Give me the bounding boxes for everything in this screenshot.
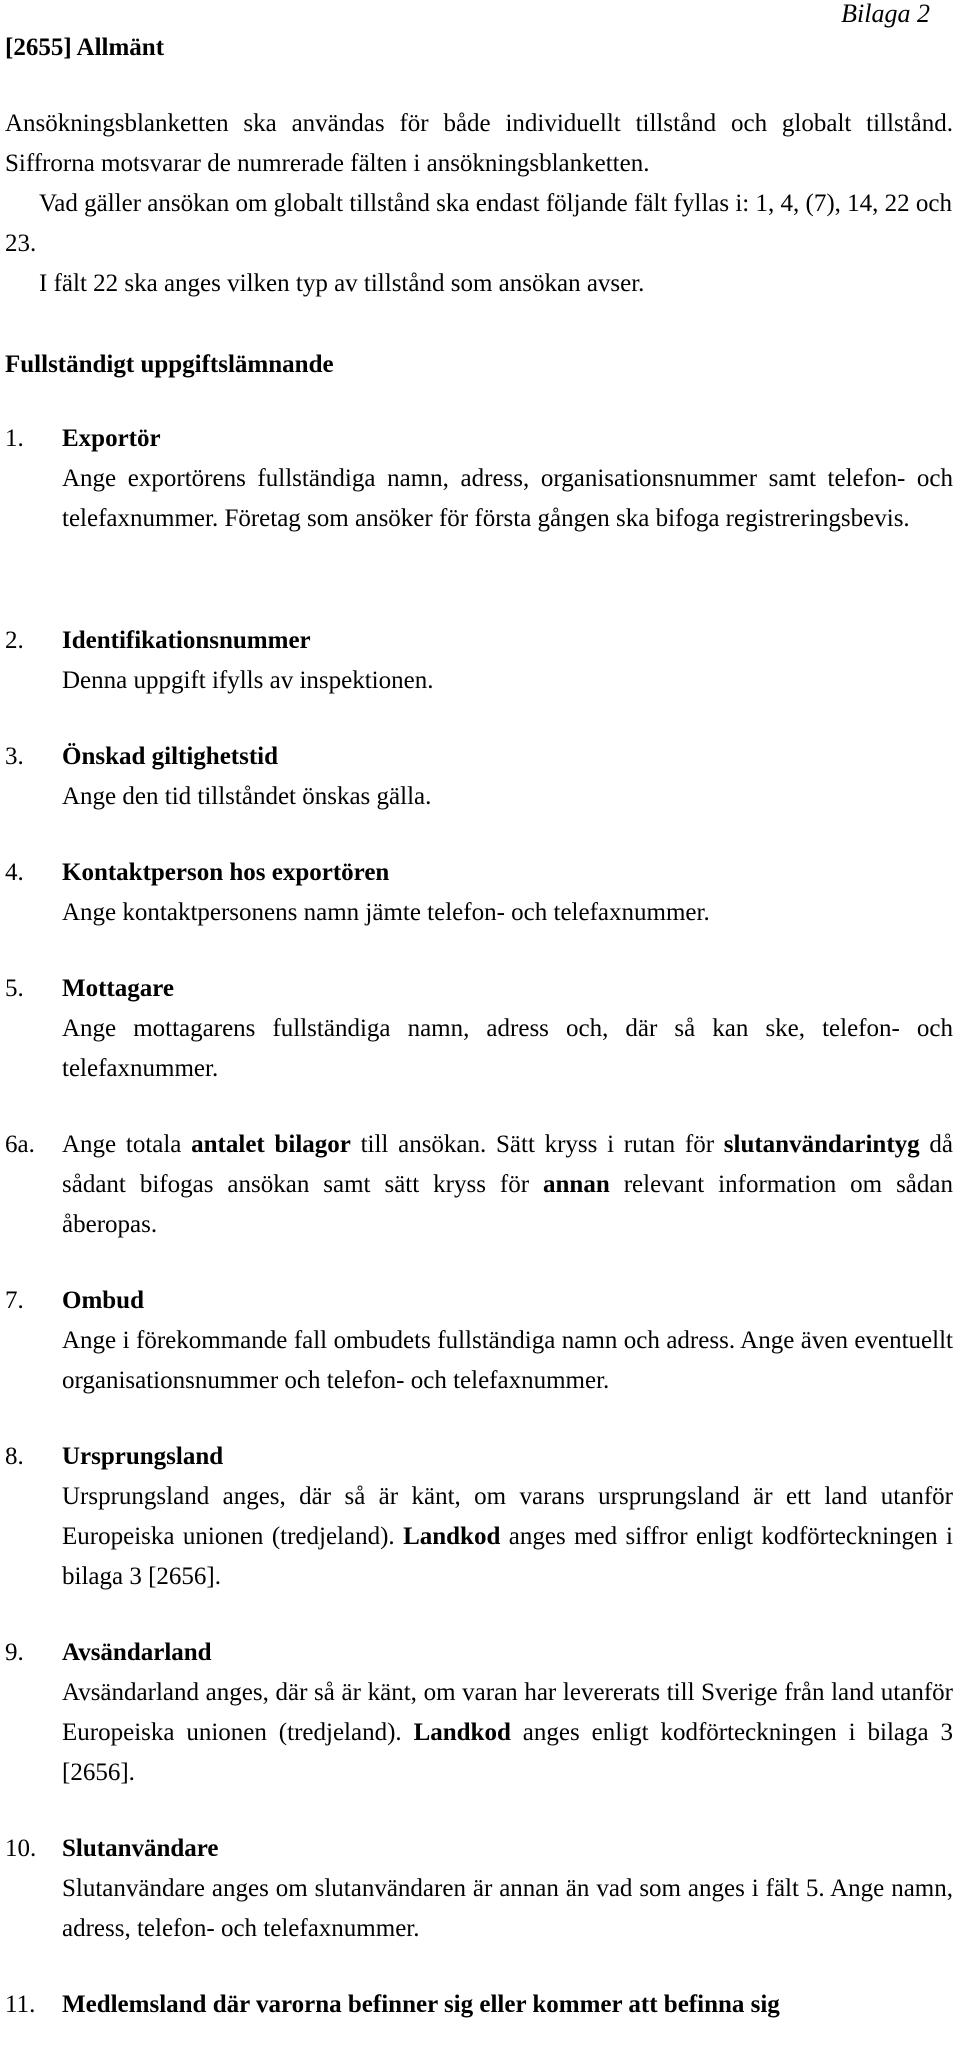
field-item-11 <box>5 1985 953 2025</box>
section-title: Fullständigt uppgiftslämnande <box>5 351 334 378</box>
field-title: Kontaktperson hos exportören <box>62 859 390 886</box>
text-run: då sådant bifogas ansökan samt sätt kryss för <box>62 1131 953 1198</box>
field-number: 8. <box>5 1443 24 1470</box>
text-run: till ansökan. Sätt kryss i rutan för <box>350 1131 724 1158</box>
field-item-6a <box>5 1125 953 1245</box>
field-description: Ange exportörens fullständiga namn, adress, organisationsnummer samt telefon- och telefaxnummer. Företag som ansöker för första gången ska bifoga registreringsbevis. <box>62 465 953 532</box>
field-number: 2. <box>5 627 24 654</box>
field-title: Medlemsland där varorna befinner sig eller kommer att befinna sig <box>62 1991 780 2018</box>
section-heading: [2655] Allmänt <box>5 34 165 61</box>
field-description <box>62 1477 953 1597</box>
field-description: Denna uppgift ifylls av inspektionen. <box>62 667 434 694</box>
field-title: Ombud <box>62 1287 144 1314</box>
emphasis-other: annan <box>543 1171 610 1198</box>
field-title: Exportör <box>62 425 161 452</box>
field-item-4 <box>5 853 953 933</box>
text-run: anges enligt kodförteckningen i bilaga 3 [2656]. <box>62 1719 954 1786</box>
emphasis-country-code: Landkod <box>403 1523 501 1550</box>
field-item-5 <box>5 969 953 1089</box>
text-run: Avsändarland anges, där så är känt, om varan har levererats till Sverige från land utanför Europeiska unionen (tredjeland). <box>62 1679 953 1746</box>
field-number: 11. <box>5 1991 36 2018</box>
field-number: 3. <box>5 743 24 770</box>
field-description: Ange mottagarens fullständiga namn, adress och, där så kan ske, telefon- och telefaxnummer. <box>62 1015 953 1082</box>
field-number: 9. <box>5 1639 24 1666</box>
field-description: Ange kontaktpersonens namn jämte telefon- och telefaxnummer. <box>62 899 710 926</box>
field-item-8 <box>5 1437 953 1597</box>
field-number: 7. <box>5 1287 24 1314</box>
field-title: Ursprungsland <box>62 1443 224 1470</box>
field-number: 1. <box>5 425 24 452</box>
field-title: Mottagare <box>62 975 174 1002</box>
field-title: Slutanvändare <box>62 1835 219 1862</box>
attachment-label: Bilaga 2 <box>841 0 930 28</box>
text-run: Ange totala <box>62 1131 192 1158</box>
intro-block <box>5 104 953 304</box>
field-title: Avsändarland <box>62 1639 212 1666</box>
intro-paragraph-3: I fält 22 ska anges vilken typ av tillstånd som ansökan avser. <box>39 270 645 297</box>
field-number: 4. <box>5 859 24 886</box>
field-item-9 <box>5 1633 953 1793</box>
intro-paragraph-1: Ansökningsblanketten ska användas för både individuellt tillstånd och globalt tillstånd. Siffrorna motsvarar de numrerade fälten i ansökningsblanketten. <box>5 110 953 177</box>
field-item-3 <box>5 737 953 817</box>
field-description: Ange i förekommande fall ombudets fullständiga namn och adress. Ange även eventuellt organisationsnummer och telefon- och telefaxnummer. <box>62 1327 953 1394</box>
field-title: Önskad giltighetstid <box>62 743 279 770</box>
field-description <box>62 1673 953 1793</box>
field-item-10 <box>5 1829 953 1949</box>
field-description: Slutanvändare anges om slutanvändaren är annan än vad som anges i fält 5. Ange namn, adress, telefon- och telefaxnummer. <box>62 1875 953 1942</box>
field-item-7 <box>5 1281 953 1401</box>
emphasis-end-user-certificate: slutanvändarintyg <box>723 1131 920 1158</box>
field-number: 6a. <box>5 1131 35 1158</box>
emphasis-country-code: Landkod <box>413 1719 511 1746</box>
field-title: Identifikationsnummer <box>62 627 311 654</box>
field-number: 5. <box>5 975 24 1002</box>
text-run: Ursprungsland anges, där så är känt, om varans ursprungsland är ett land utanför Europeiska unionen (tredjeland). <box>62 1483 953 1550</box>
text-run: relevant information om sådan åberopas. <box>62 1171 953 1238</box>
emphasis-attachments-count: antalet bilagor <box>191 1131 351 1158</box>
field-description <box>62 1125 953 1245</box>
field-item-2 <box>5 621 953 701</box>
field-item-1 <box>5 419 953 539</box>
intro-paragraph-2: Vad gäller ansökan om globalt tillstånd ska endast följande fält fyllas i: 1, 4, (7), 14, 22 och 23. <box>5 190 952 257</box>
text-run: anges med siffror enligt kodförteckningen i bilaga 3 [2656]. <box>62 1523 953 1590</box>
field-number: 10. <box>5 1835 37 1862</box>
field-description: Ange den tid tillståndet önskas gälla. <box>62 783 432 810</box>
